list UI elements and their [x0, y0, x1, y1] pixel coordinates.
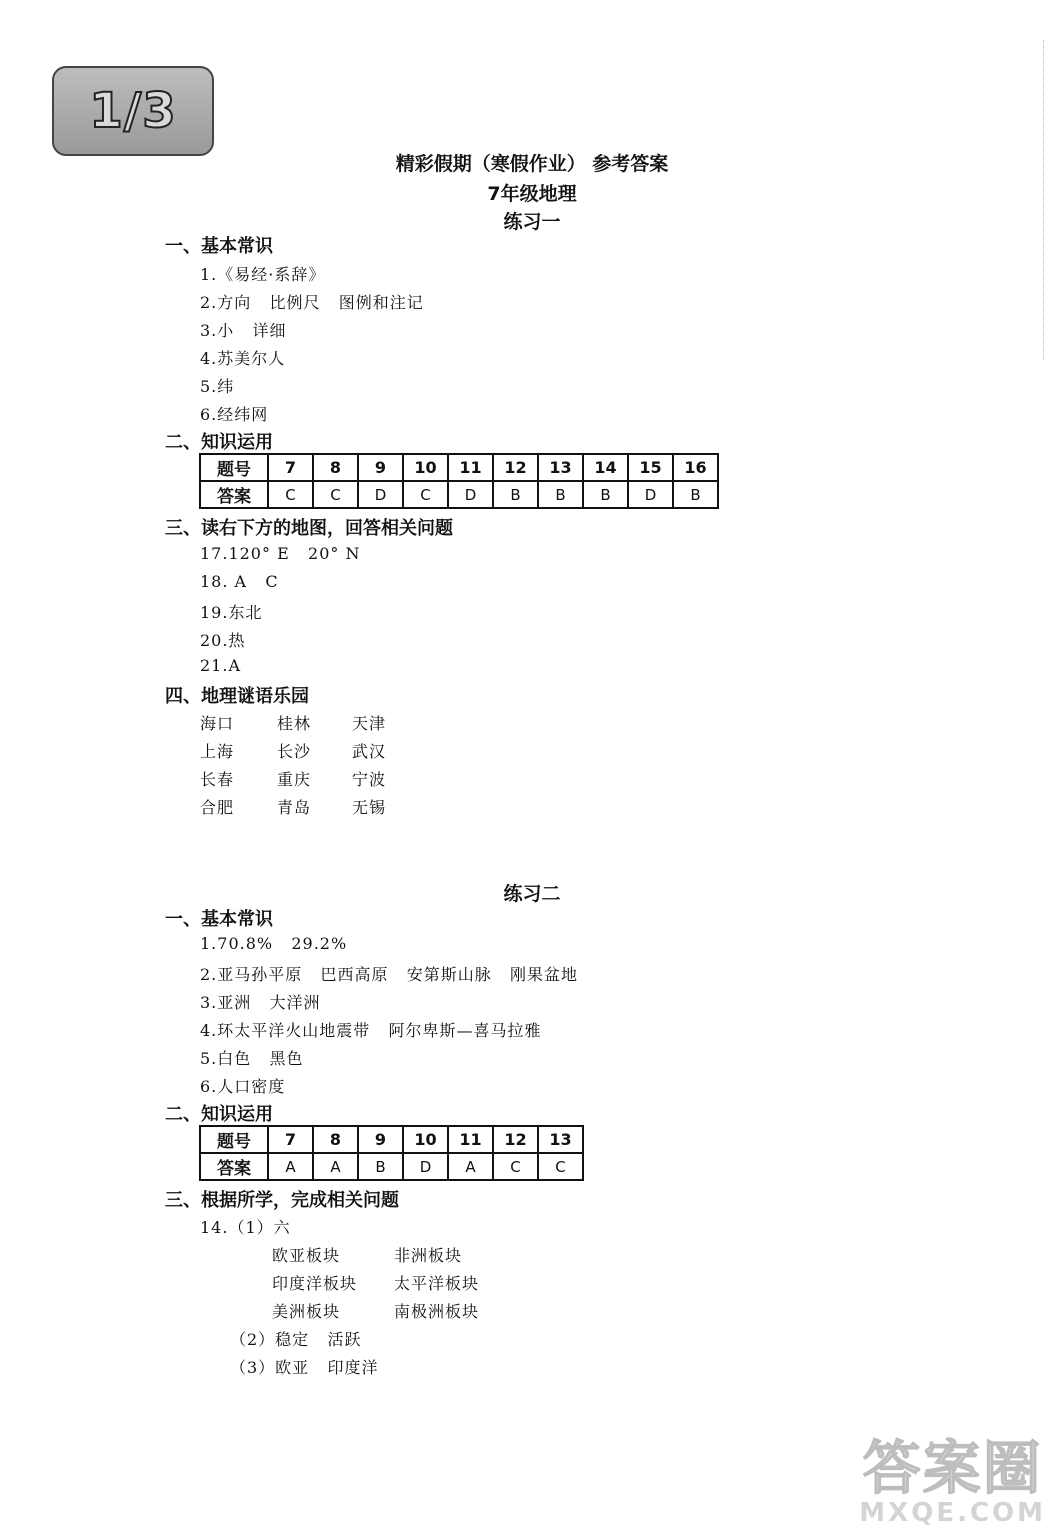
plate-name: 太平洋板块	[394, 1274, 480, 1293]
question-cell: 10	[403, 1126, 448, 1153]
plate-name: 欧亚板块	[272, 1246, 341, 1265]
riddle-answer: 长沙	[277, 742, 312, 761]
question-cell: 12	[493, 1126, 538, 1153]
ex1-s1-item: 2.方向 比例尺 图例和注记	[200, 293, 424, 312]
question-cell: 14	[583, 454, 628, 481]
ex1-s3-heading: 三、读右下方的地图，回答相关问题	[165, 518, 453, 539]
ex1-s1-item: 4.苏美尔人	[200, 349, 286, 368]
table-header-cell: 题号	[200, 1126, 268, 1153]
ex2-s3-heading: 三、根据所学，完成相关问题	[165, 1190, 399, 1211]
table-header-cell: 答案	[200, 1153, 268, 1180]
ex1-s3-item: 20.热	[200, 631, 246, 650]
plate-name: 非洲板块	[394, 1246, 463, 1265]
q14-part3: （3）欧亚 印度洋	[230, 1358, 379, 1377]
ex1-s4-heading: 四、地理谜语乐园	[165, 686, 309, 707]
answer-cell: C	[538, 1153, 583, 1180]
exercise-2-title: 练习二	[503, 883, 561, 905]
watermark-logo	[859, 1434, 1046, 1528]
page-badge	[52, 66, 214, 156]
q14-part2: （2）稳定 活跃	[230, 1330, 362, 1349]
ex1-s1-item: 5.纬	[200, 377, 235, 396]
answer-cell: D	[403, 1153, 448, 1180]
riddle-answer: 重庆	[277, 770, 312, 789]
ex2-s1-item: 5.白色 黑色	[200, 1049, 304, 1068]
answer-cell: B	[358, 1153, 403, 1180]
exercise-1-title: 练习一	[503, 211, 561, 233]
question-cell: 10	[403, 454, 448, 481]
ex1-s3-item: 21.A	[200, 656, 241, 675]
q14-part1: 14.（1）六	[200, 1218, 291, 1237]
page-badge-label: 1/3	[89, 83, 177, 139]
answer-cell: A	[313, 1153, 358, 1180]
plate-name: 美洲板块	[272, 1302, 341, 1321]
riddle-answer: 长春	[200, 770, 235, 789]
riddle-answer: 青岛	[277, 798, 312, 817]
watermark-cn: 答案圈	[862, 1434, 1043, 1502]
answer-cell: A	[268, 1153, 313, 1180]
ex2-s1-item: 6.人口密度	[200, 1077, 286, 1096]
answer-cell: D	[628, 481, 673, 508]
answer-cell: C	[403, 481, 448, 508]
riddle-answer: 无锡	[352, 798, 387, 817]
answer-cell: B	[493, 481, 538, 508]
table-header-cell: 题号	[200, 454, 268, 481]
question-cell: 11	[448, 1126, 493, 1153]
plate-name: 南极洲板块	[394, 1302, 480, 1321]
answer-cell: C	[493, 1153, 538, 1180]
ex1-s1-item: 6.经纬网	[200, 405, 269, 424]
subject-title: 7年级地理	[487, 183, 577, 205]
question-cell: 13	[538, 1126, 583, 1153]
question-cell: 12	[493, 454, 538, 481]
ex1-s1-heading: 一、基本常识	[165, 236, 273, 257]
question-cell: 8	[313, 454, 358, 481]
ex2-answer-table	[199, 1125, 584, 1181]
question-cell: 7	[268, 454, 313, 481]
table-row-questions	[200, 454, 718, 481]
page-title: 精彩假期（寒假作业） 参考答案	[395, 153, 669, 175]
answer-cell: D	[448, 481, 493, 508]
answer-cell: C	[313, 481, 358, 508]
ex2-s2-heading: 二、知识运用	[165, 1104, 273, 1125]
riddle-answer: 宁波	[352, 770, 387, 789]
ex2-s1-item: 4.环太平洋火山地震带 阿尔卑斯—喜马拉雅	[200, 1021, 542, 1040]
riddle-answer: 上海	[200, 742, 235, 761]
ex2-s1-item: 2.亚马孙平原 巴西高原 安第斯山脉 刚果盆地	[200, 965, 579, 984]
ex2-s1-heading: 一、基本常识	[165, 909, 273, 930]
riddle-answer: 海口	[200, 714, 235, 733]
table-row-questions	[200, 1126, 583, 1153]
riddle-answer: 武汉	[352, 742, 387, 761]
question-cell: 7	[268, 1126, 313, 1153]
ex1-s3-item: 17.120° E 20° N	[200, 544, 361, 563]
ex1-s3-item: 18. A C	[200, 572, 279, 591]
question-cell: 11	[448, 454, 493, 481]
question-cell: 9	[358, 1126, 403, 1153]
ex1-s1-item: 1.《易经·系辞》	[200, 265, 326, 284]
ex2-s1-item: 1.70.8% 29.2%	[200, 934, 348, 953]
answer-cell: D	[358, 481, 403, 508]
question-cell: 15	[628, 454, 673, 481]
plate-name: 印度洋板块	[272, 1274, 358, 1293]
question-cell: 13	[538, 454, 583, 481]
ex1-answer-table	[199, 453, 719, 509]
riddle-answer: 桂林	[277, 714, 312, 733]
ex1-s2-heading: 二、知识运用	[165, 432, 273, 453]
question-cell: 9	[358, 454, 403, 481]
answer-cell: A	[448, 1153, 493, 1180]
riddle-answer: 合肥	[200, 798, 235, 817]
question-cell: 8	[313, 1126, 358, 1153]
answer-cell: C	[268, 481, 313, 508]
answer-cell: B	[583, 481, 628, 508]
table-header-cell: 答案	[200, 481, 268, 508]
ex1-s3-item: 19.东北	[200, 603, 263, 622]
question-cell: 16	[673, 454, 718, 481]
table-row-answers	[200, 481, 718, 508]
answer-cell: B	[538, 481, 583, 508]
watermark-en: MXQE.COM	[859, 1498, 1046, 1528]
ex2-s1-item: 3.亚洲 大洋洲	[200, 993, 321, 1012]
ex1-s1-item: 3.小 详细	[200, 321, 287, 340]
riddle-answer: 天津	[352, 714, 387, 733]
table-row-answers	[200, 1153, 583, 1180]
answer-cell: B	[673, 481, 718, 508]
